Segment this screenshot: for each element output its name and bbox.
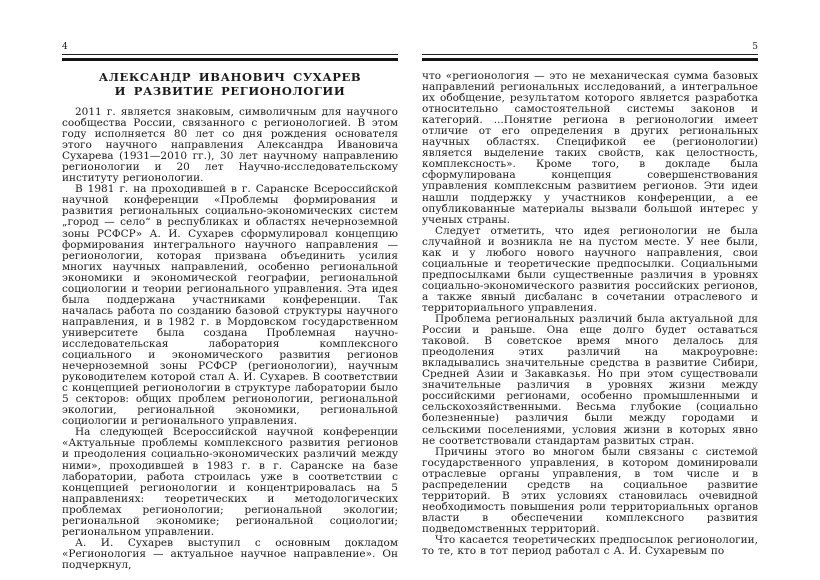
page-number-left: 4 [62,42,68,52]
paragraph: Следует отметить, что идея регионологии не была случайной и возникла не на пустом месте. У нее были, как и у любого нового научного направления, свои социальные и теоретические предпосылки. Социальными предпосылками были существенные различия в уровнях социально-экономического развития российских регионов, а также явный дисбаланс в сочетании отраслевого и территориального управления. [422,224,758,314]
paragraph: Причины этого во многом были связаны с системой государственного управления, в котором доминировали отраслевые органы управления, в том числе и в распределении средств на социальное развитие территорий. В этих условиях становилась очевидной необходимость повышения роли территориальных органов власти в обеспечении комплексного развития подведомственных территорий. [422,445,758,535]
paragraph: Что касается теоретических предпосылок регионологии, то те, кто в тот период работал с А. И. Сухаревым по [422,533,758,558]
paragraph: На следующей Всероссийской научной конференции «Актуальные проблемы комплексного развития регионов и преодоления социально-экономических различий между ними», проходившей в 1983 г. в г. Саранске на базе лаборатории, работа строилась уже в соответствии с концепцией регионологии и концентрировалась на 5 направлениях: теоретических и методологических проблемах регионологии; региональной экологии; региональной экономике; региональной социологии; региональном управлении. [62,426,398,538]
page-number-right: 5 [752,42,758,52]
page-5 [422,43,758,557]
header-rule-left [62,54,398,61]
paragraph-continuation: что «регионология — это не механическая сумма базовых направлений региональных исследований, а интегральное их обобщение, результатом которого является разработка относительно самостоятельной системы законов и категорий. ...Понятие региона в регионологии имеет отличие от его определения в других региональных научных областях. Спецификой ее (регионологии) является выделение таких свойств, как целостность, комплексность». Кроме того, в докладе была сформулирована концепция совершенствования управления комплексным развитием регионов. Эти идеи нашли поддержку у участников конференции, а ее опубликованные материалы вызвали большой интерес у ученых страны. [422,70,758,226]
paragraph: В 1981 г. на проходившей в г. Саранске Всероссийской научной конференции «Проблемы формирования и развития региональных социально-экономических систем „город — село“ в республиках и областях нечерноземной зоны РСФСР» А. И. Сухарев сформулировал концепцию формирования интегрального научного направления — регионологии, которая призвана объединить усилия многих научных направлений, особенно региональной экономики и экономической географии, региональной социологии и теории регионального управления. Эта идея была поддержана участниками конференции. Так началась работа по созданию базовой структуры научного направления, и в 1982 г. в Мордовском государственном университете была создана Проблемная научно-исследовательская лаборатория комплексного социального и экономического развития регионов нечерноземной зоны РСФСР (регионологии), научным руководителем которой стал А. И. Сухарев. В соответствии с концепцией регионологии в структуре лаборатории было 5 секторов: общих проблем регионологии, региональной экологии, региональной экономики, региональной социологии и регионального управления. [62,183,398,428]
header-rule-right [422,54,758,61]
page-4 [62,43,398,571]
paragraph: Проблема региональных различий была актуальной для России и раньше. Она еще долго будет оставаться таковой. В советское время много делалось для преодоления этих различий на макроуровне: вкладывались значительные средства в развитие Сибири, Средней Азии и Закавказья. Но при этом существовали значительные различия в уровнях жизни между российскими регионами, особенно промышленными и сельскохозяйственными. Весьма глубокие (социально болезненные) различия были между городами и сельскими поселениями, условия жизни в которых явно не соответствовали стандартам развитых стран. [422,313,758,447]
article-title-line-2: И РАЗВИТИЕ РЕГИОНОЛОГИИ [114,83,346,98]
paragraph: 2011 г. является знаковым, символичным для научного сообщества России, связанного с регионологией. В этом году исполняется 80 лет со дня рождения основателя этого научного направления Александра Ивановича Сухарева (1931—2010 гг.), 30 лет научному направлению регионологии и 20 лет Научно-исследовательскому институту регионологии. [62,106,398,185]
article-title-line-1: АЛЕКСАНДР ИВАНОВИЧ СУХАРЕВ [98,70,362,84]
paragraph: А. И. Сухарев выступил с основным докладом «Регионология — актуальное научное направление». Он подчеркнул, [62,536,398,571]
article-title [62,71,398,98]
